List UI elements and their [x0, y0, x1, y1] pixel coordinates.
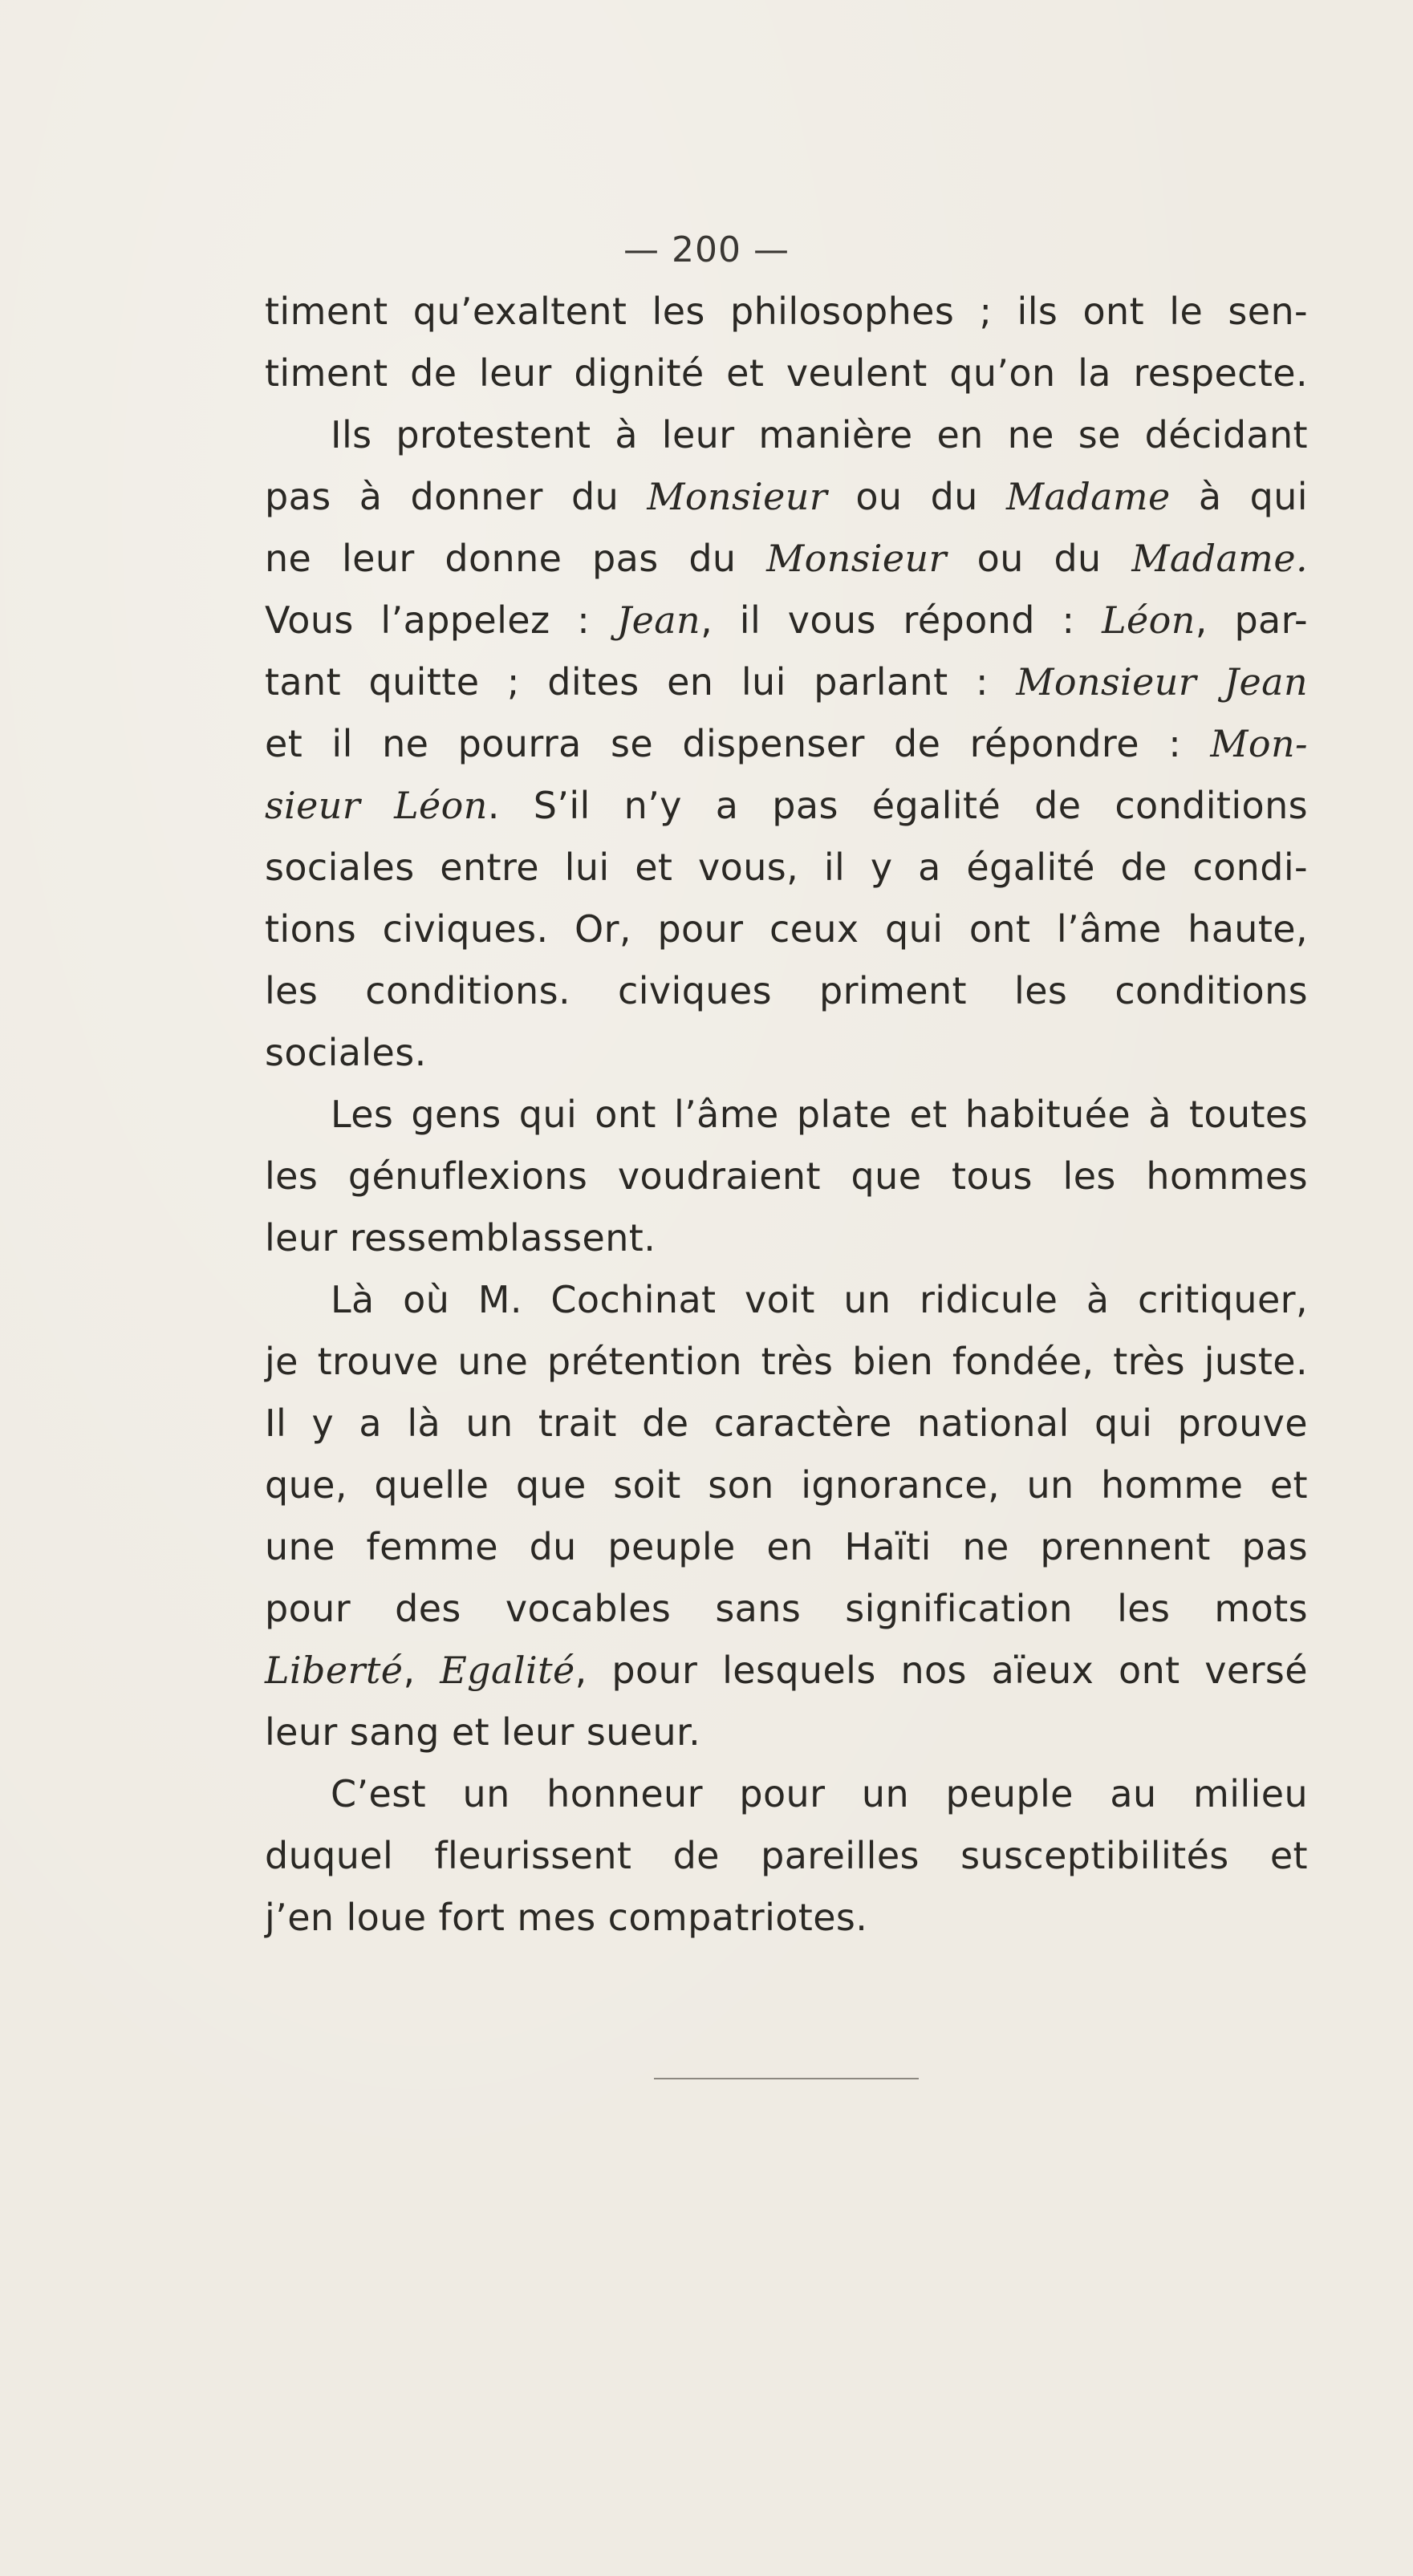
paragraph-start: Là où M. Cochinat voit un ridicule à critiquer, — [331, 1278, 1308, 1321]
text-line: une femme du peuple en Haïti ne prennent pas — [265, 1525, 1308, 1568]
text-line: je trouve une prétention très bien fondée, très juste. — [265, 1340, 1308, 1383]
text-line: pour des vocables sans signification les mots — [265, 1587, 1308, 1630]
italic-term: Monsieur — [766, 537, 947, 580]
paragraph-start: C’est un honneur pour un peuple au milieu — [331, 1772, 1308, 1815]
italic-term: Liberté — [265, 1649, 404, 1692]
text-line: les génuflexions voudraient que tous les hommes — [265, 1154, 1308, 1198]
end-rule — [654, 2078, 919, 2079]
text-line: et il ne pourra se dispenser de répondre : Mon- — [265, 722, 1308, 765]
italic-term: Egalité — [440, 1649, 575, 1692]
page-number: — 200 — — [623, 229, 790, 270]
body-text — [265, 281, 1308, 1949]
text-line: que, quelle que soit son ignorance, un homme et — [265, 1463, 1308, 1507]
paragraph-start: Ils protestent à leur manière en ne se décidant — [331, 413, 1308, 456]
italic-term: Léon — [1102, 598, 1196, 642]
paragraph-end: leur ressemblassent. — [265, 1216, 656, 1260]
italic-term: Madame — [1006, 475, 1171, 518]
italic-term: Jean — [616, 598, 701, 642]
text-line: tions civiques. Or, pour ceux qui ont l’âme haute, — [265, 907, 1308, 951]
italic-term: Mon- — [1210, 722, 1308, 765]
text-line: sociales entre lui et vous, il y a égalité de condi- — [265, 846, 1308, 889]
italic-term: Monsieur Jean — [1016, 660, 1308, 704]
text-line: Liberté, Egalité, pour lesquels nos aïeux ont versé — [265, 1649, 1308, 1692]
text-line: ne leur donne pas du Monsieur ou du Madame. — [265, 537, 1308, 580]
text-line: timent de leur dignité et veulent qu’on la respecte. — [265, 351, 1308, 395]
text-line: timent qu’exaltent les philosophes ; ils ont le sen- — [265, 290, 1308, 333]
italic-term: Monsieur — [647, 475, 828, 518]
paragraph-start: Les gens qui ont l’âme plate et habituée à toutes — [331, 1093, 1308, 1136]
italic-term: Madame. — [1131, 537, 1308, 580]
italic-term: sieur Léon — [265, 784, 488, 827]
paragraph-end: j’en loue fort mes compatriotes. — [265, 1896, 868, 1939]
text-line: pas à donner du Monsieur ou du Madame à qui — [265, 475, 1308, 518]
paragraph-end: sociales. — [265, 1031, 427, 1074]
text-line: les conditions. civiques priment les conditions — [265, 969, 1308, 1012]
text-line: tant quitte ; dites en lui parlant : Monsieur Jean — [265, 660, 1308, 704]
text-line: duquel fleurissent de pareilles susceptibilités et — [265, 1834, 1308, 1877]
text-line: Vous l’appelez : Jean, il vous répond : Léon, par- — [265, 598, 1309, 642]
paragraph-end: leur sang et leur sueur. — [265, 1710, 701, 1754]
text-line: Il y a là un trait de caractère national qui prouve — [265, 1402, 1308, 1445]
text-line: sieur Léon. S’il n’y a pas égalité de conditions — [265, 784, 1308, 827]
